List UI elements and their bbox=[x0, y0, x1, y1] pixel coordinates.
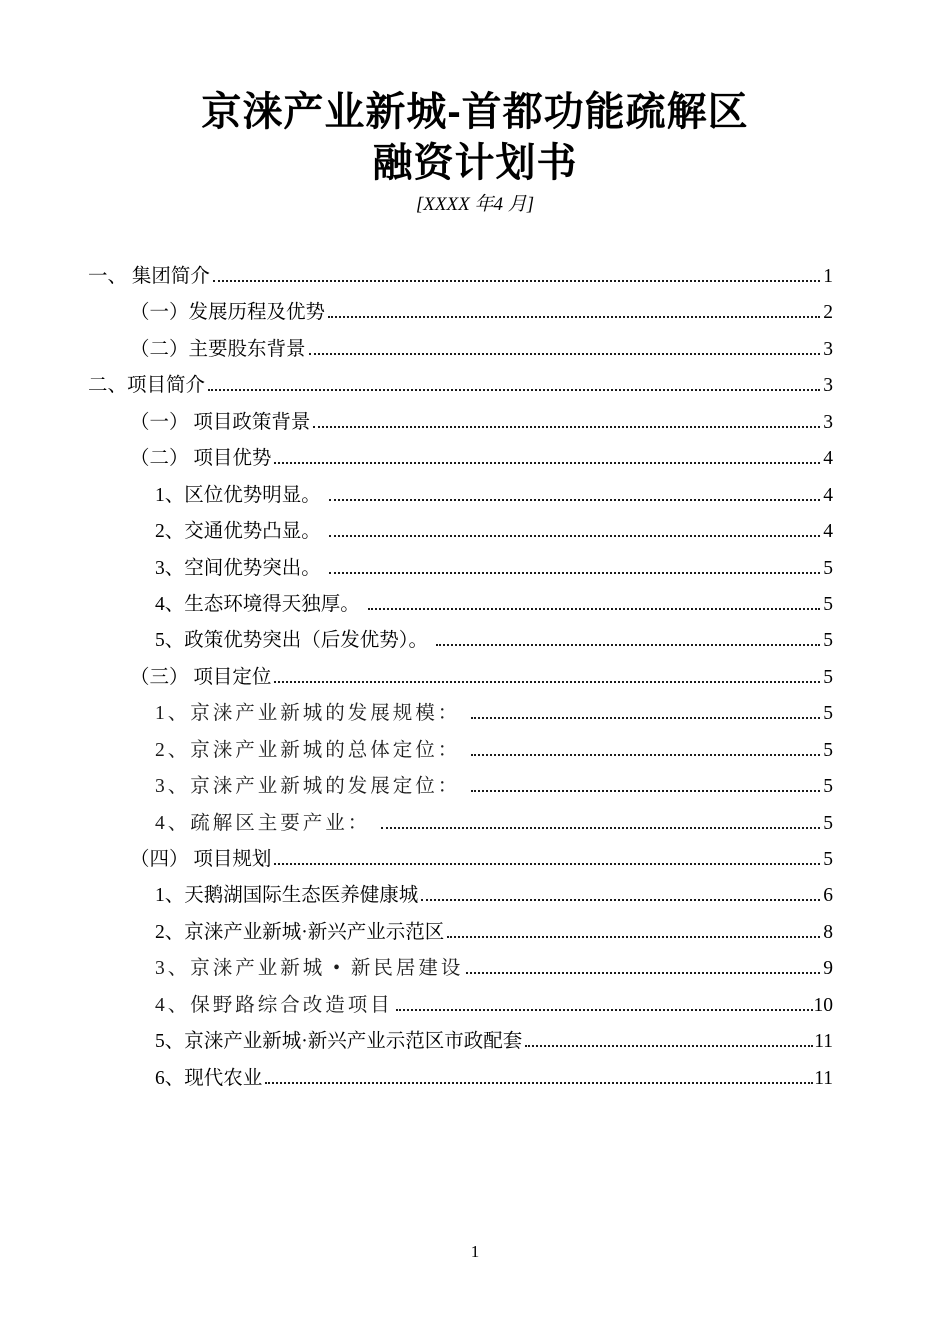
toc-dots-leader bbox=[368, 606, 820, 610]
toc-entry bbox=[88, 441, 833, 477]
toc-dots-leader bbox=[265, 1080, 813, 1084]
toc-entry-label: 4、生态环境得天独厚。 bbox=[155, 593, 365, 615]
toc-entry-label: （二）主要股东背景 bbox=[130, 338, 306, 360]
toc-page-number: 5 bbox=[823, 666, 833, 688]
toc-page-number: 10 bbox=[813, 994, 833, 1016]
toc-page-number: 4 bbox=[823, 448, 833, 470]
toc-page-number: 9 bbox=[823, 958, 833, 980]
toc-entry bbox=[88, 842, 833, 878]
toc-entry bbox=[88, 587, 833, 623]
toc-entry bbox=[88, 988, 833, 1024]
toc-page-number: 4 bbox=[823, 484, 833, 506]
toc-dots-leader bbox=[436, 642, 820, 646]
toc-entry bbox=[88, 1061, 833, 1097]
toc-entry bbox=[88, 733, 833, 769]
toc-entry-label: （二） 项目优势 bbox=[130, 448, 272, 470]
toc-page-number: 5 bbox=[823, 703, 833, 725]
toc-dots-leader bbox=[274, 861, 820, 865]
toc-dots-leader bbox=[274, 679, 820, 683]
toc-page-number: 5 bbox=[823, 812, 833, 834]
toc-entry-label: 5、政策优势突出（后发优势）。 bbox=[155, 630, 433, 652]
toc-dots-leader bbox=[471, 752, 820, 756]
toc-entry-label: 2、交通优势凸显。 bbox=[155, 521, 326, 543]
toc-entry-label: 3、空间优势突出。 bbox=[155, 557, 326, 579]
toc-page-number: 2 bbox=[823, 302, 833, 324]
toc-entry bbox=[88, 332, 833, 368]
toc-dots-leader bbox=[274, 460, 820, 464]
toc-dots-leader bbox=[421, 897, 820, 901]
toc-dots-leader bbox=[213, 278, 820, 282]
toc-entry bbox=[88, 623, 833, 659]
toc-entry-label: 4、保野路综合改造项目 bbox=[155, 994, 393, 1016]
document-title-line-2: 融资计划书 bbox=[372, 141, 578, 185]
toc-page-number: 4 bbox=[823, 521, 833, 543]
toc-entry-label: 1、京涞产业新城的发展规模： bbox=[155, 703, 469, 725]
toc-entry bbox=[88, 915, 833, 951]
toc-entry-label: 一、 集团简介 bbox=[88, 266, 210, 287]
toc-entry-label: 2、京涞产业新城的总体定位： bbox=[155, 739, 469, 761]
toc-page-number: 5 bbox=[823, 739, 833, 761]
toc-page-number: 1 bbox=[823, 266, 833, 287]
toc-entry bbox=[88, 951, 833, 987]
toc-entry bbox=[88, 660, 833, 696]
toc-dots-leader bbox=[329, 533, 820, 537]
toc-dots-leader bbox=[381, 825, 820, 829]
toc-page-number: 5 bbox=[823, 593, 833, 615]
toc-entry-label: 2、京涞产业新城·新兴产业示范区 bbox=[155, 921, 445, 943]
toc-entry-label: 5、京涞产业新城·新兴产业示范区市政配套 bbox=[155, 1031, 523, 1053]
toc-entry bbox=[88, 878, 833, 914]
toc-entry bbox=[88, 1024, 833, 1060]
toc-entry-label: 1、天鹅湖国际生态医养健康城 bbox=[155, 885, 419, 907]
toc-dots-leader bbox=[329, 497, 820, 501]
toc-entry bbox=[88, 478, 833, 514]
toc-entry-label: 6、现代农业 bbox=[155, 1067, 263, 1089]
toc-entry-label: （三） 项目定位 bbox=[130, 666, 272, 688]
toc-dots-leader bbox=[466, 970, 820, 974]
toc-dots-leader bbox=[309, 351, 820, 355]
toc-dots-leader bbox=[525, 1043, 813, 1047]
toc-entry bbox=[88, 769, 833, 805]
toc-dots-leader bbox=[471, 715, 820, 719]
toc-page-number: 3 bbox=[823, 338, 833, 360]
toc-entry bbox=[88, 696, 833, 732]
table-of-contents bbox=[88, 259, 833, 1097]
toc-entry bbox=[88, 368, 833, 404]
toc-page-number: 11 bbox=[814, 1031, 833, 1053]
toc-entry-label: 1、区位优势明显。 bbox=[155, 484, 326, 506]
toc-page-number: 5 bbox=[823, 557, 833, 579]
toc-entry bbox=[88, 295, 833, 331]
toc-dots-leader bbox=[396, 1007, 813, 1011]
toc-entry-label: （一） 项目政策背景 bbox=[130, 411, 311, 433]
toc-page-number: 8 bbox=[823, 921, 833, 943]
document-date: [XXXX 年4 月] bbox=[415, 194, 535, 215]
toc-page-number: 5 bbox=[823, 849, 833, 870]
toc-entry-label: 二、项目简介 bbox=[88, 375, 206, 397]
toc-entry bbox=[88, 405, 833, 441]
toc-entry-label: 3、京涞产业新城的发展定位： bbox=[155, 776, 469, 798]
footer-page-number: 1 bbox=[470, 1242, 480, 1261]
toc-entry-label: （一）发展历程及优势 bbox=[130, 302, 326, 324]
toc-dots-leader bbox=[328, 314, 820, 318]
document-title-block bbox=[0, 87, 950, 218]
toc-entry-label: （四） 项目规划 bbox=[130, 849, 272, 870]
toc-page-number: 11 bbox=[814, 1067, 833, 1089]
toc-page-number: 3 bbox=[823, 411, 833, 433]
toc-page-number: 3 bbox=[823, 375, 833, 397]
toc-page-number: 5 bbox=[823, 630, 833, 652]
toc-page-number: 5 bbox=[823, 776, 833, 798]
toc-dots-leader bbox=[313, 424, 820, 428]
toc-entry bbox=[88, 259, 833, 295]
toc-dots-leader bbox=[447, 934, 820, 938]
toc-entry bbox=[88, 514, 833, 550]
toc-entry bbox=[88, 806, 833, 842]
toc-entry-label: 4、疏解区主要产业： bbox=[155, 812, 379, 834]
toc-page-number: 6 bbox=[823, 885, 833, 907]
toc-dots-leader bbox=[329, 570, 820, 574]
toc-entry bbox=[88, 551, 833, 587]
toc-dots-leader bbox=[471, 788, 820, 792]
toc-entry-label: 3、京涞产业新城 • 新民居建设 bbox=[155, 958, 464, 980]
toc-dots-leader bbox=[208, 387, 820, 391]
document-title-line-1: 京涞产业新城-首都功能疏解区 bbox=[201, 90, 749, 134]
